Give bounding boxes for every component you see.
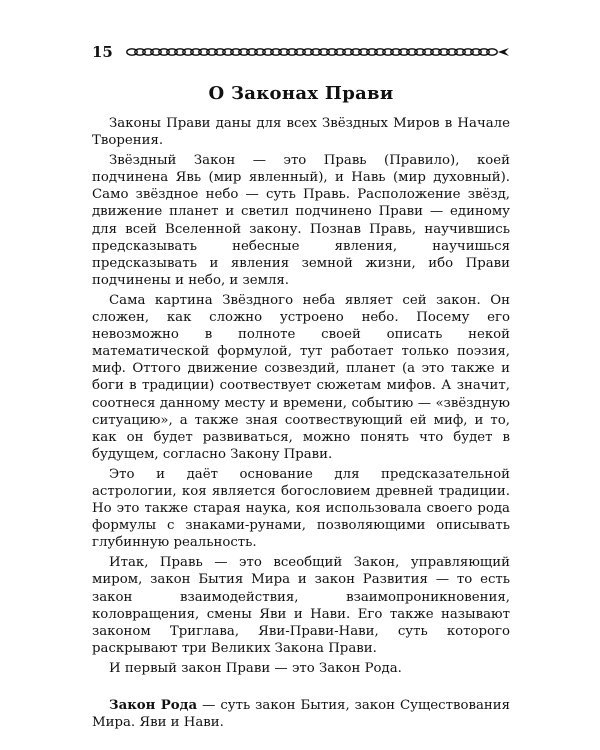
definition-text: — суть закон Бытия, закон Существования Мира. Яви и Нави. [92,698,510,731]
paragraph: Итак, Правь — это всеобщий Закон, управляющий миром, закон Бытия Мира и закон Развития — то есть закон взаимодействия, взаимопроникновения, коловращения, смены Яви и Нави. Его также называют законом Триглава, Яви-Прави-Нави, суть которого раскрывают три Великих Закона Прави. [92,555,510,656]
paragraph: Сама картина Звёздного неба являет сей закон. Он сложен, как сложно устроено небо. Посему его невозможно в полноте своей описать некой математической формулой, тут работает только поэзия, миф. Оттого движение созвездий, планет (а это также и боги в традиции) соотвествует сюжетам мифов. А значит, соотнеся данному месту и времени, событию — «звёздную ситуацию», а также зная соотвествующий ей миф, и то, как он будет развиваться, можно понять что будет в будущем, согласно Закону Прави. [92,292,510,462]
body-text [92,115,510,731]
paragraph: Звёздный Закон — это Правь (Правило), коей подчинена Явь (мир явленный), и Навь (мир духовный). Само звёздное небо — суть Правь. Расположение звёзд, движение планет и светил подчинено Прави — единому для всей Вселенной закону. Познав Правь, научившись предсказывать небесные явления, научишься предсказывать и явления земной жизни, ибо Прави подчинены и небо, и земля. [92,153,510,288]
page-header [92,40,510,64]
section-title: О Законах Прави [208,83,394,104]
definition-paragraph [92,697,510,731]
paragraph: И первый закон Прави — это Закон Рода. [109,660,402,676]
definition-term: Закон Рода [109,698,198,713]
paragraph: Это и даёт основание для предсказательной астрологии, коя является богословием древней традиции. Но это также старая наука, коя использовала своего рода формулы с знаками-рунами, позволяющими описывать глубинную реальность. [92,466,510,551]
ornament-divider-icon [126,46,510,58]
page-number: 15 [92,43,113,61]
book-page [92,40,510,734]
paragraph: Законы Прави даны для всех Звёздных Миров в Начале Творения. [92,116,510,149]
